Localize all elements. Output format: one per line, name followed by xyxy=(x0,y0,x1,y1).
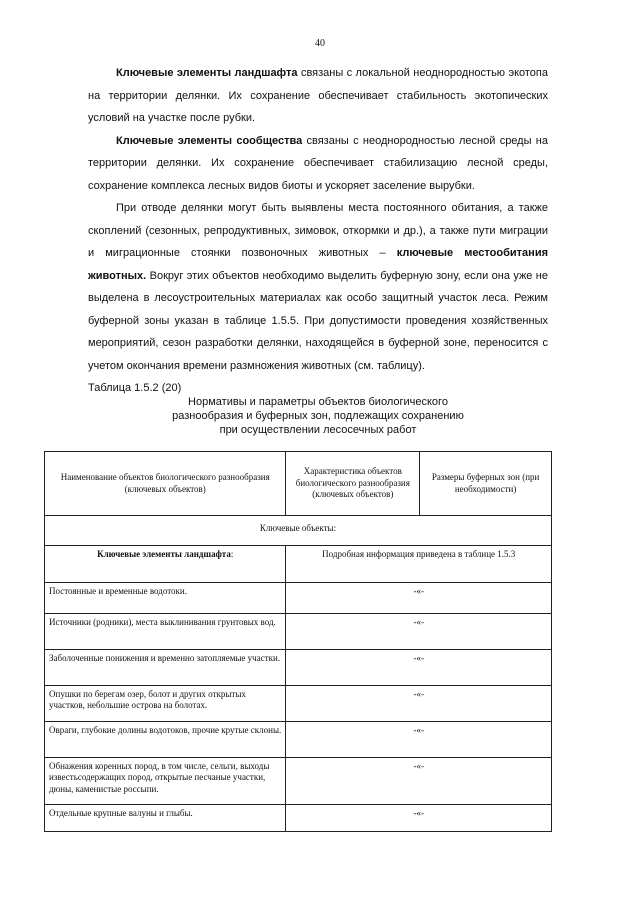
paragraph-habitats xyxy=(88,197,548,377)
table-caption: Таблица 1.5.2 (20) xyxy=(88,382,182,394)
row-value: -«- xyxy=(286,582,552,613)
page-number: 40 xyxy=(315,38,325,49)
header-characteristics: Характеристика объектов биологического разнообразия (ключевых объектов) xyxy=(286,452,420,516)
paragraph-community xyxy=(88,130,548,198)
group-landscape-title: Ключевые элементы ландшафта xyxy=(97,548,231,559)
table-title-line: разнообразия и буферных зон, подлежащих сохранению xyxy=(172,410,464,422)
table-header-row xyxy=(45,452,552,516)
table-row xyxy=(45,582,552,613)
header-buffer-size: Размеры буферных зон (при необходимости) xyxy=(420,452,552,516)
row-name: Овраги, глубокие долины водотоков, прочие крутые склоны. xyxy=(45,721,286,757)
row-name: Заболоченные понижения и временно затопляемые участки. xyxy=(45,649,286,685)
term-landscape: Ключевые элементы ландшафта xyxy=(116,67,298,79)
table-row xyxy=(45,721,552,757)
row-value: -«- xyxy=(286,685,552,721)
group-landscape-colon: : xyxy=(230,548,234,559)
norms-table xyxy=(44,451,552,832)
table-title xyxy=(88,395,548,437)
section-key-objects: Ключевые объекты: xyxy=(45,516,552,546)
table-row xyxy=(45,757,552,804)
table-title-line: Нормативы и параметры объектов биологического xyxy=(188,396,448,408)
table-row xyxy=(45,649,552,685)
header-object-name: Наименование объектов биологического разнообразия (ключевых объектов) xyxy=(45,452,286,516)
row-value: -«- xyxy=(286,649,552,685)
row-name: Отдельные крупные валуны и глыбы. xyxy=(45,804,286,831)
group-landscape-info: Подробная информация приведена в таблице 1.5.3 xyxy=(286,545,552,582)
paragraph-landscape-text: связаны с локальной неоднородностью экотопа на территории делянки. Их сохранение обеспечивает стабильность экотопических условий на участке после рубки. xyxy=(88,67,548,124)
paragraph-habitats-intro: При отводе делянки могут быть выявлены места постоянного обитания, а также скоплений (сезонных, репродуктивных, зимовок, откормки и др.), а также пути миграции и миграционные стоянки позвоночных животных – xyxy=(88,202,548,259)
table-row xyxy=(45,685,552,721)
body-text xyxy=(88,62,548,400)
table-group-row xyxy=(45,545,552,582)
paragraph-community-text: связаны с неоднородностью лесной среды на территории делянки. Их сохранение обеспечивает стабилизацию лесной среды, сохранение комплекса лесных видов биоты и ускоряет заселение вырубки. xyxy=(88,134,548,192)
paragraph-habitats-text: Вокруг этих объектов необходимо выделить буферную зону, если она уже не выделена в лесоустроительных материалах как особо защитный участок леса. Режим буферной зоны указан в таблице 1.5.5. При допустимости проведения хозяйственных мероприятий, сезон разработки делянки, находящейся в буферной зоне, переносится с учетом окончания времени размножения животных (см. таблицу). xyxy=(88,269,548,372)
row-name: Обнажения коренных пород, в том числе, сельги, выходы известьсодержащих пород, открытые песчаные участки, дюны, каменистые россыпи. xyxy=(45,757,286,804)
table-row xyxy=(45,804,552,831)
table-title-line: при осуществлении лесосечных работ xyxy=(219,424,417,436)
row-name: Постоянные и временные водотоки. xyxy=(45,582,286,613)
paragraph-landscape xyxy=(88,62,548,130)
row-value: -«- xyxy=(286,757,552,804)
row-name: Источники (родники), места выклинивания грунтовых вод. xyxy=(45,613,286,649)
term-habitats: ключевые местообитания животных. xyxy=(88,247,548,282)
group-landscape-label xyxy=(45,545,286,582)
row-value: -«- xyxy=(286,721,552,757)
row-value: -«- xyxy=(286,804,552,831)
row-value: -«- xyxy=(286,613,552,649)
table-row xyxy=(45,613,552,649)
row-name: Опушки по берегам озер, болот и других открытых участков, небольшие острова на болотах. xyxy=(45,685,286,721)
table-section-row xyxy=(45,516,552,546)
term-community: Ключевые элементы сообщества xyxy=(116,134,303,147)
